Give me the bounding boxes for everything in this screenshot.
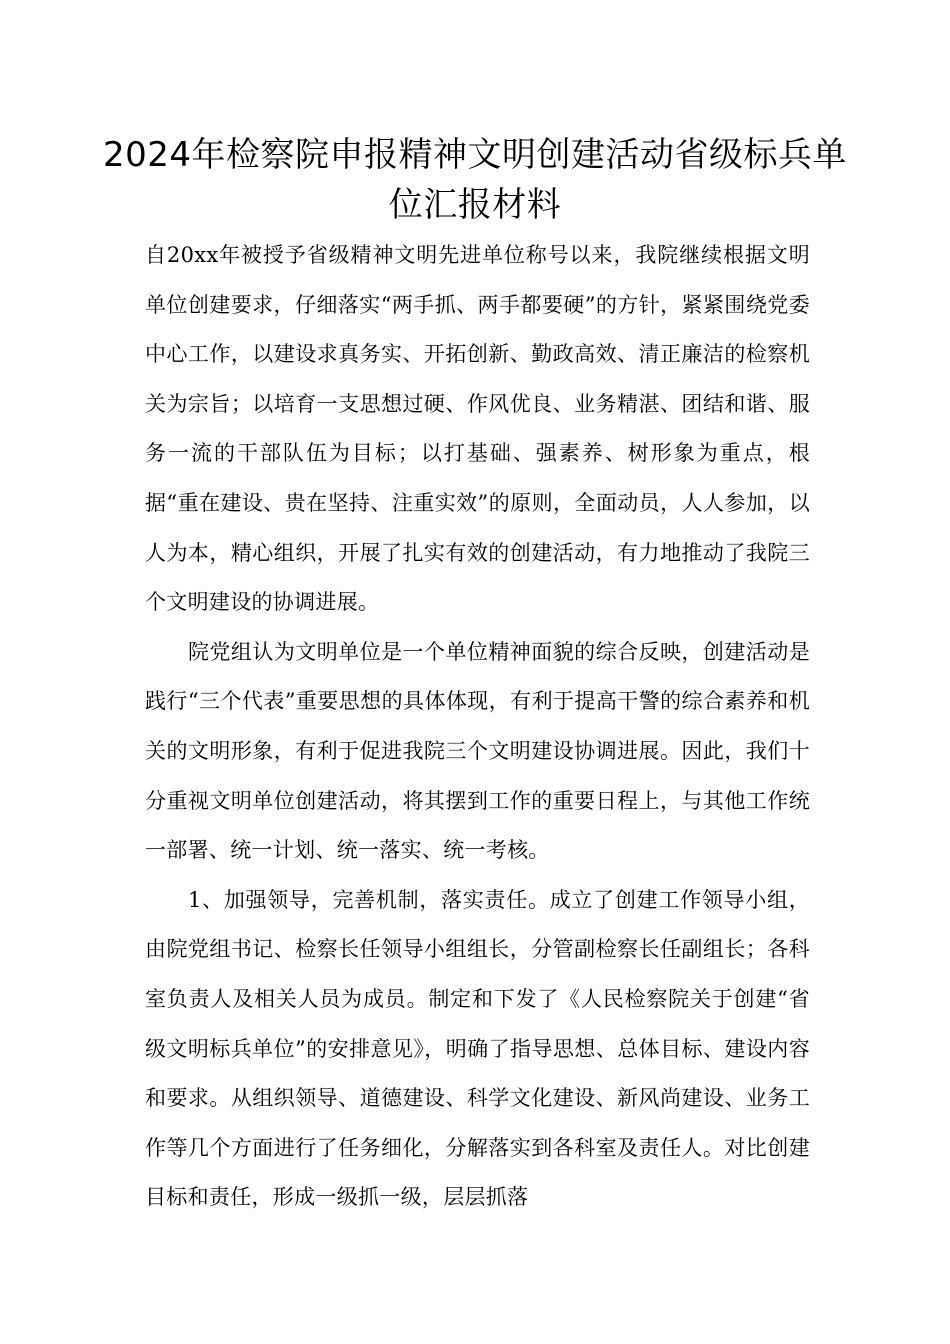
document-body <box>145 231 810 1223</box>
paragraph-party-view: 院党组认为文明单位是一个单位精神面貌的综合反映，创建活动是践行“三个代表”重要思想的具体体现，有利于提高干警的综合素养和机关的文明形象，有利于促进我院三个文明建设协调进展。因此，我们十分重视文明单位创建活动，将其摆到工作的重要日程上，与其他工作统一部署、统一计划、统一落实、统一考核。 <box>145 639 810 863</box>
paragraph-intro: 自20xx年被授予省级精神文明先进单位称号以来，我院继续根据文明单位创建要求，仔细落实“两手抓、两手都要硬”的方针，紧紧围绕党委中心工作，以建设求真务实、开拓创新、勤政高效、清正廉洁的检察机关为宗旨；以培育一支思想过硬、作风优良、业务精湛、团结和谐、服务一流的干部队伍为目标；以打基础、强素养、树形象为重点，根据“重在建设、贵在坚持、注重实效”的原则，全面动员，人人参加，以人为本，精心组织，开展了扎实有效的创建活动，有力地推动了我院三个文明建设的协调进展。 <box>145 243 810 615</box>
paragraph-leadership: 1、加强领导，完善机制，落实责任。成立了创建工作领导小组，由院党组书记、检察长任领导小组组长，分管副检察长任副组长；各科室负责人及相关人员为成员。制定和下发了《人民检察院关于创建“省级文明标兵单位”的安排意见》，明确了指导思想、总体目标、建设内容和要求。从组织领导、道德建设、科学文化建设、新风尚建设、业务工作等几个方面进行了任务细化，分解落实到各科室及责任人。对比创建目标和责任，形成一级抓一级，层层抓落 <box>145 887 810 1210</box>
document-title: 2024年检察院申报精神文明创建活动省级标兵单位汇报材料 <box>102 135 848 225</box>
